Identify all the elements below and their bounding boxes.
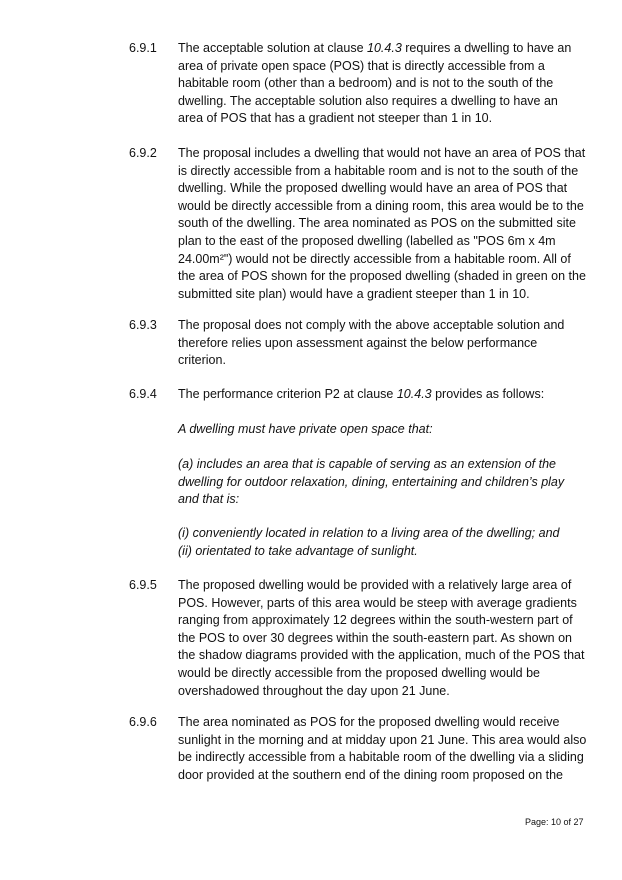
paragraph-number: 6.9.1 bbox=[129, 41, 157, 55]
paragraph-text: The proposed dwelling would be provided with a relatively large area of POS. However, parts of this area would be steep with average gradients ranging from approximately 12 degrees within the south-western part of the POS to over 30 degrees within the south-eastern part. As shown on the shadow diagrams provided with the application, much of the POS that would be directly accessible from the proposed dwelling would be overshadowed throughout the day upon 21 June. bbox=[178, 578, 585, 698]
paragraph-text: The proposal includes a dwelling that would not have an area of POS that is directly accessible from a habitable room and is not to the south of the dwelling. While the proposed dwelling would have an area of POS that would be directly accessible from a dining room, this area would be to the south of the dwelling. The area nominated as POS on the submitted site plan to the east of the proposed dwelling (labelled as "POS 6m x 4m 24.00m²") would not be directly accessible from a habitable room. All of the area of POS shown for the proposed dwelling (shaded in green on the submitted site plan) would have a gradient steeper than 1 in 10. bbox=[178, 146, 586, 301]
paragraph-number: 6.9.4 bbox=[129, 387, 157, 401]
quote-clause-ii: (ii) orientated to take advantage of sunlight. bbox=[178, 543, 418, 558]
paragraph-text: The acceptable solution at clause 10.4.3 requires a dwelling to have an area of private open space (POS) that is directly accessible from a habitable room (other than a bedroom) and is not to the south of the dwelling. The acceptable solution also requires a dwelling to have an area of POS that has a gradient not steeper than 1 in 10. bbox=[178, 41, 572, 126]
quote-intro: A dwelling must have private open space that: bbox=[178, 422, 433, 436]
paragraph-text: The proposal does not comply with the above acceptable solution and therefore relies upon assessment against the below performance criterion. bbox=[178, 318, 565, 368]
quote-clause-a: (a) includes an area that is capable of serving as an extension of the dwelling for outdoor relaxation, dining, entertaining and children’s play and that is: bbox=[178, 457, 565, 507]
clause-reference: 10.4.3 bbox=[367, 41, 402, 55]
paragraph-number: 6.9.6 bbox=[129, 715, 157, 729]
paragraph-text: The area nominated as POS for the proposed dwelling would receive sunlight in the morning and at midday upon 21 June. This area would also be indirectly accessible from a habitable room of the dwelling via a sliding door provided at the southern end of the dining room proposed on the bbox=[178, 715, 587, 782]
quote-clause-i-ii bbox=[178, 525, 588, 560]
quote-clause-i: (i) conveniently located in relation to a living area of the dwelling; and bbox=[178, 526, 560, 540]
paragraph-number: 6.9.5 bbox=[129, 578, 157, 592]
paragraph-number: 6.9.2 bbox=[129, 146, 157, 160]
paragraph-number: 6.9.3 bbox=[129, 318, 157, 332]
page-number: Page: 10 of 27 bbox=[525, 817, 584, 827]
clause-reference: 10.4.3 bbox=[396, 387, 432, 401]
paragraph-text: The performance criterion P2 at clause 10.4.3 provides as follows: bbox=[178, 387, 545, 401]
